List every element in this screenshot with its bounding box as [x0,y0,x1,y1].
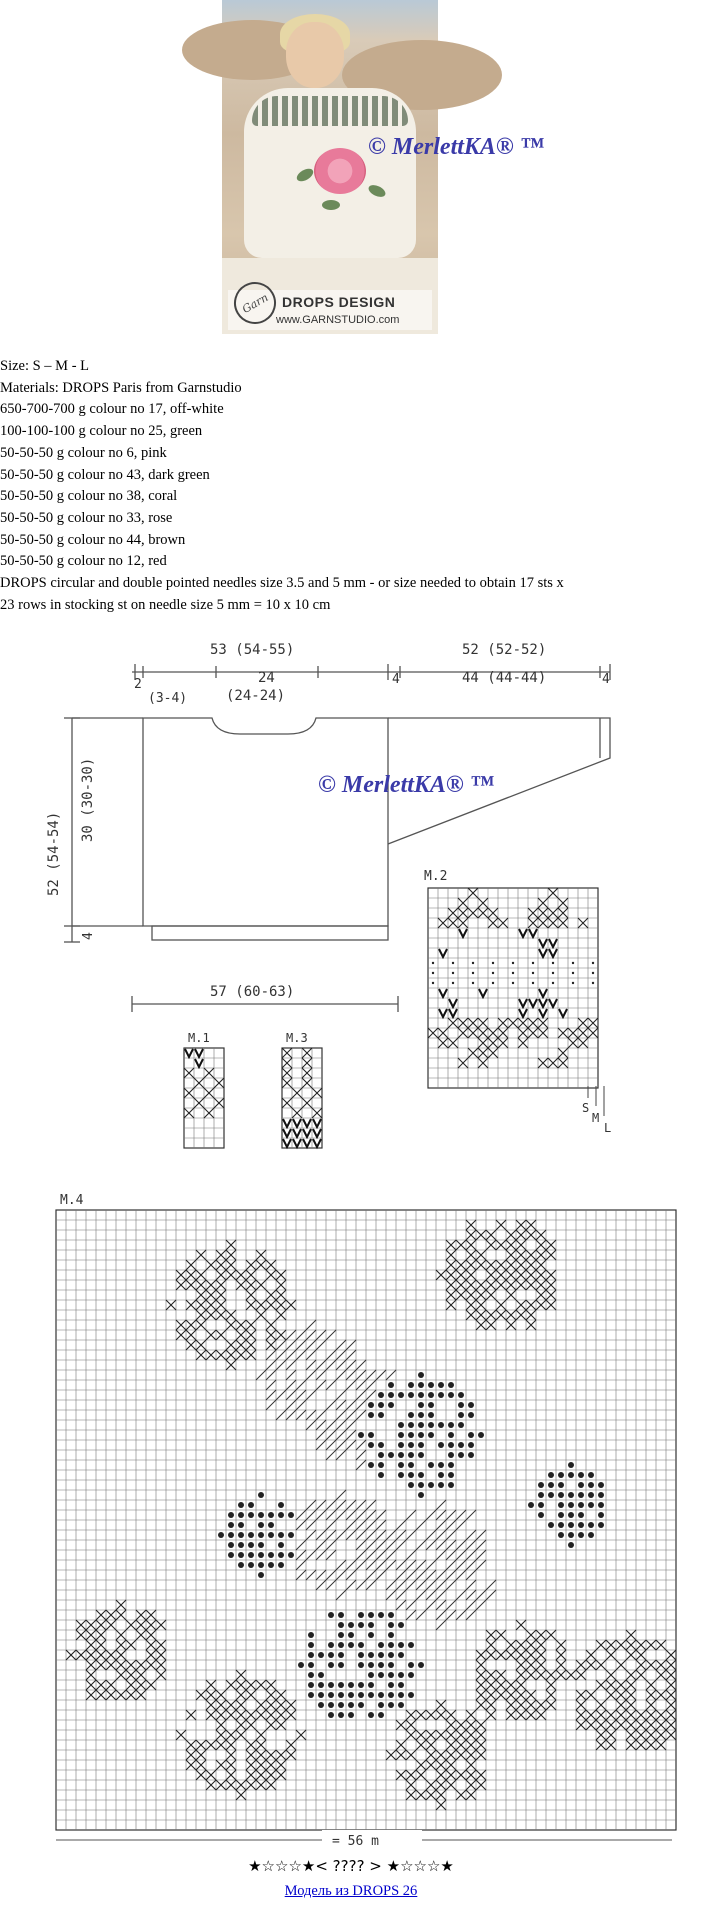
needles-line: DROPS circular and double pointed needles size 3.5 and 5 mm - or size needed to obtain 17 sts x [0,575,564,592]
chart-m1-label: M.1 [188,1031,210,1045]
pattern-specs [0,356,702,616]
dim-edge-b: 4 [602,672,610,687]
dim-sleeve: 52 (52-52) [462,642,547,658]
dim-neck-sizes: (24-24) [226,688,286,704]
colour-line: 50-50-50 g colour no 33, rose [0,509,173,526]
chart-m1-m3 [180,1030,320,1160]
watermark-top: © MerlettKA® ™ [368,134,544,160]
colour-line: 50-50-50 g colour no 12, red [0,553,167,570]
dim-edge-a: 4 [392,672,400,687]
chart-m2-grid [428,888,598,1088]
dim-edge-left: 2 [134,677,142,692]
rose-motif [314,148,366,194]
dim-rib: 4 [81,932,96,940]
size-mark-m: M [592,1111,600,1125]
size-line: Size: S – M - L [0,358,90,374]
colour-line: 50-50-50 g colour no 43, dark green [0,466,210,483]
chart-m4-width: = 56 m [332,1834,379,1849]
chart-m4-grid [56,1210,676,1830]
dim-sleeve-inner: 44 (44-44) [462,670,547,686]
dim-body-top: 53 (54-55) [210,642,295,658]
watermark-mid: © MerlettKA® ™ [318,772,494,798]
colour-line: 50-50-50 g colour no 6, pink [0,444,167,461]
drops-design-logo: DROPS DESIGN [282,294,396,310]
colour-line: 100-100-100 g colour no 25, green [0,423,203,440]
dim-edge-left-sizes: (3-4) [148,691,188,706]
chart-m4 [52,1190,682,1850]
chart-m2-label: M.2 [424,869,448,884]
garn-logo: Garn [226,274,283,331]
size-mark-l: L [604,1121,612,1135]
needles-line: 23 rows in stocking st on needle size 5 mm = 10 x 10 cm [0,596,331,613]
dim-neck: 24 [258,670,275,686]
dim-bottom-width: 57 (60-63) [210,984,295,1000]
model-photo [222,0,438,334]
rating: ★☆☆☆★< ???? > ★☆☆☆★ [248,1857,454,1875]
model-link[interactable]: Модель из DROPS 26 [284,1883,418,1899]
dim-height-total: 52 (54-54) [46,811,62,896]
chart-m3-label: M.3 [286,1031,308,1045]
garnstudio-url: www.GARNSTUDIO.com [276,314,400,326]
dim-height-yoke: 30 (30-30) [80,757,96,842]
chart-m1-grid [184,1048,224,1148]
chart-m2 [420,866,640,1146]
chart-m4-label: M.4 [60,1193,84,1208]
materials-line: Materials: DROPS Paris from Garnstudio [0,379,242,396]
colour-line: 50-50-50 g colour no 44, brown [0,531,186,548]
chart-m3-grid [282,1048,322,1148]
size-mark-s: S [582,1101,590,1115]
colour-line: 650-700-700 g colour no 17, off-white [0,401,224,418]
colour-line: 50-50-50 g colour no 38, coral [0,488,178,505]
